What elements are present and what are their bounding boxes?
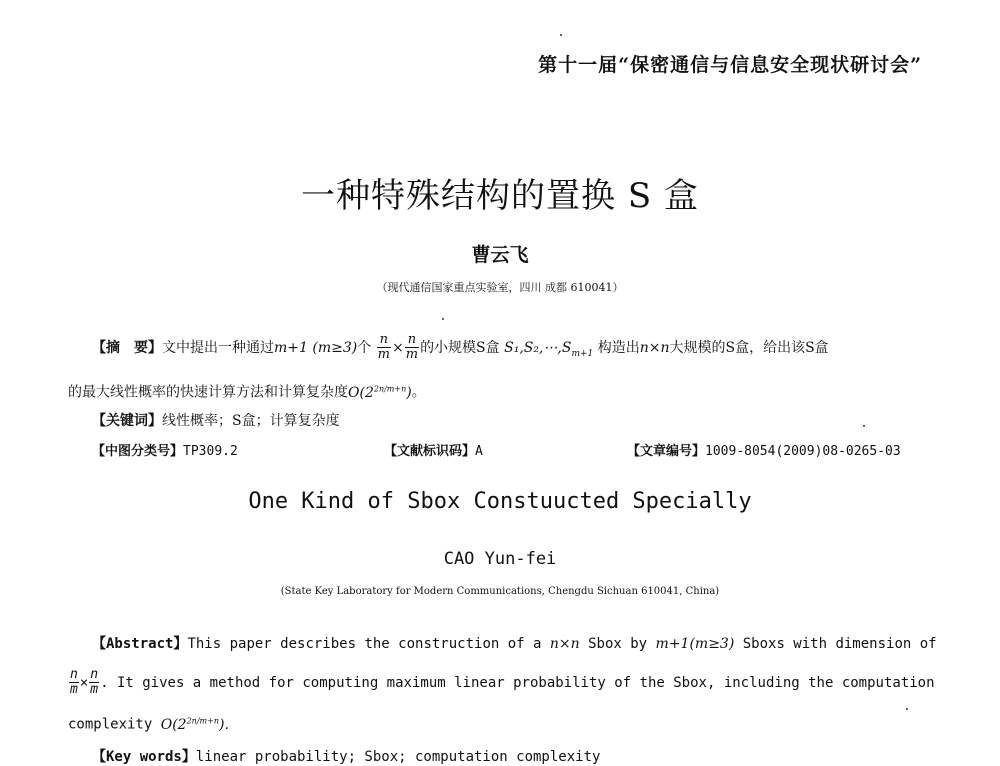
abstract-cn-text: 的小规模S盒: [420, 339, 500, 356]
abstract-en-line2: [68, 668, 935, 698]
fraction-n-over-m: $\frac{n}{m}$: [70, 667, 78, 698]
article-label: 【文章编号】: [627, 444, 706, 459]
abstract-cn-text: 个: [357, 339, 372, 356]
math-m-plus-1: m+1(m≥3): [655, 636, 735, 652]
fraction-n-over-m: $\frac{n}{m}$: [405, 332, 419, 363]
doc-value: A: [475, 444, 483, 459]
abstract-cn-label: 【摘 要】: [92, 339, 162, 356]
math-nxn: n×n: [549, 636, 580, 652]
author-en: CAO Yun-fei: [443, 549, 557, 569]
article-number: [627, 440, 901, 459]
abstract-cn-line2: [68, 378, 426, 404]
abstract-en-text: Sbox by: [588, 636, 648, 652]
abstract-cn-line1: [92, 333, 829, 365]
fraction-n-over-m: $\frac{n}{m}$: [90, 667, 99, 698]
keywords-en-label: 【Key words】: [92, 749, 196, 765]
abstract-en-text: Sboxs with dimension of: [742, 636, 937, 652]
math-times: ×: [79, 674, 89, 691]
paper-title-cn: 一种特殊结构的置换 S 盒: [301, 176, 699, 216]
math-complexity: $O(2^{2n/m+n})$: [348, 384, 412, 401]
abstract-en-label: 【Abstract】: [92, 636, 188, 652]
keywords-cn-label: 【关键词】: [92, 413, 162, 429]
math-nxn: n×n: [639, 339, 670, 356]
affiliation-en: (State Key Laboratory for Modern Communications, Chengdu Sichuan 610041, China): [280, 586, 720, 597]
math-m-plus-1: m+1: [274, 339, 308, 356]
fraction-n-over-m: $\frac{n}{m}$: [377, 332, 390, 363]
math-sboxes: $S_1,S_2,\cdots,S_{m+1}$: [504, 339, 594, 359]
class-label: 【中图分类号】: [92, 444, 184, 459]
scan-speck: [863, 425, 865, 427]
abstract-cn-text: 文中提出一种通过: [162, 339, 274, 356]
abstract-en-text: complexity: [68, 716, 153, 733]
classification-number: [92, 440, 238, 459]
keywords-en: [92, 746, 600, 766]
abstract-cn-period: 。: [411, 384, 426, 401]
math-times: ×: [392, 339, 404, 356]
article-value: 1009-8054(2009)08-0265-03: [705, 444, 901, 459]
scan-speck: [560, 34, 562, 36]
abstract-en-line3: [68, 716, 229, 733]
affiliation-cn: （现代通信国家重点实验室，四川 成都 610041）: [376, 281, 624, 294]
abstract-cn-text: 大规模的S盒，给出该S盒: [669, 339, 829, 356]
keywords-en-text: linear probability; Sbox; computation complexity: [195, 749, 601, 765]
abstract-en-text: This paper describes the construction of a: [187, 636, 542, 652]
abstract-cn-text: 的最大线性概率的快速计算方法和计算复杂度: [68, 384, 348, 401]
doc-label: 【文献标识码】: [384, 444, 476, 459]
abstract-cn-text: 构造出: [597, 339, 640, 356]
abstract-en-line1: [92, 633, 937, 653]
keywords-cn: [92, 410, 340, 432]
keywords-cn-text: 线性概率；S盒；计算复杂度: [162, 413, 340, 429]
class-value: TP309.2: [183, 444, 238, 459]
scan-speck: [906, 708, 908, 710]
abstract-en-text: . It gives a method for computing maximum linear probability of the Sbox, including the computation: [100, 674, 935, 691]
author-cn: 曹云飞: [471, 244, 529, 266]
document-code: [384, 440, 483, 459]
conference-header: 第十一届“保密通信与信息安全现状研讨会”: [538, 54, 922, 76]
math-condition: (m≥3): [312, 339, 358, 356]
math-complexity: $O(2^{2n/m+n})$.: [160, 716, 229, 733]
paper-title-en: One Kind of Sbox Constuucted Specially: [248, 489, 752, 514]
scan-speck: [442, 318, 444, 320]
